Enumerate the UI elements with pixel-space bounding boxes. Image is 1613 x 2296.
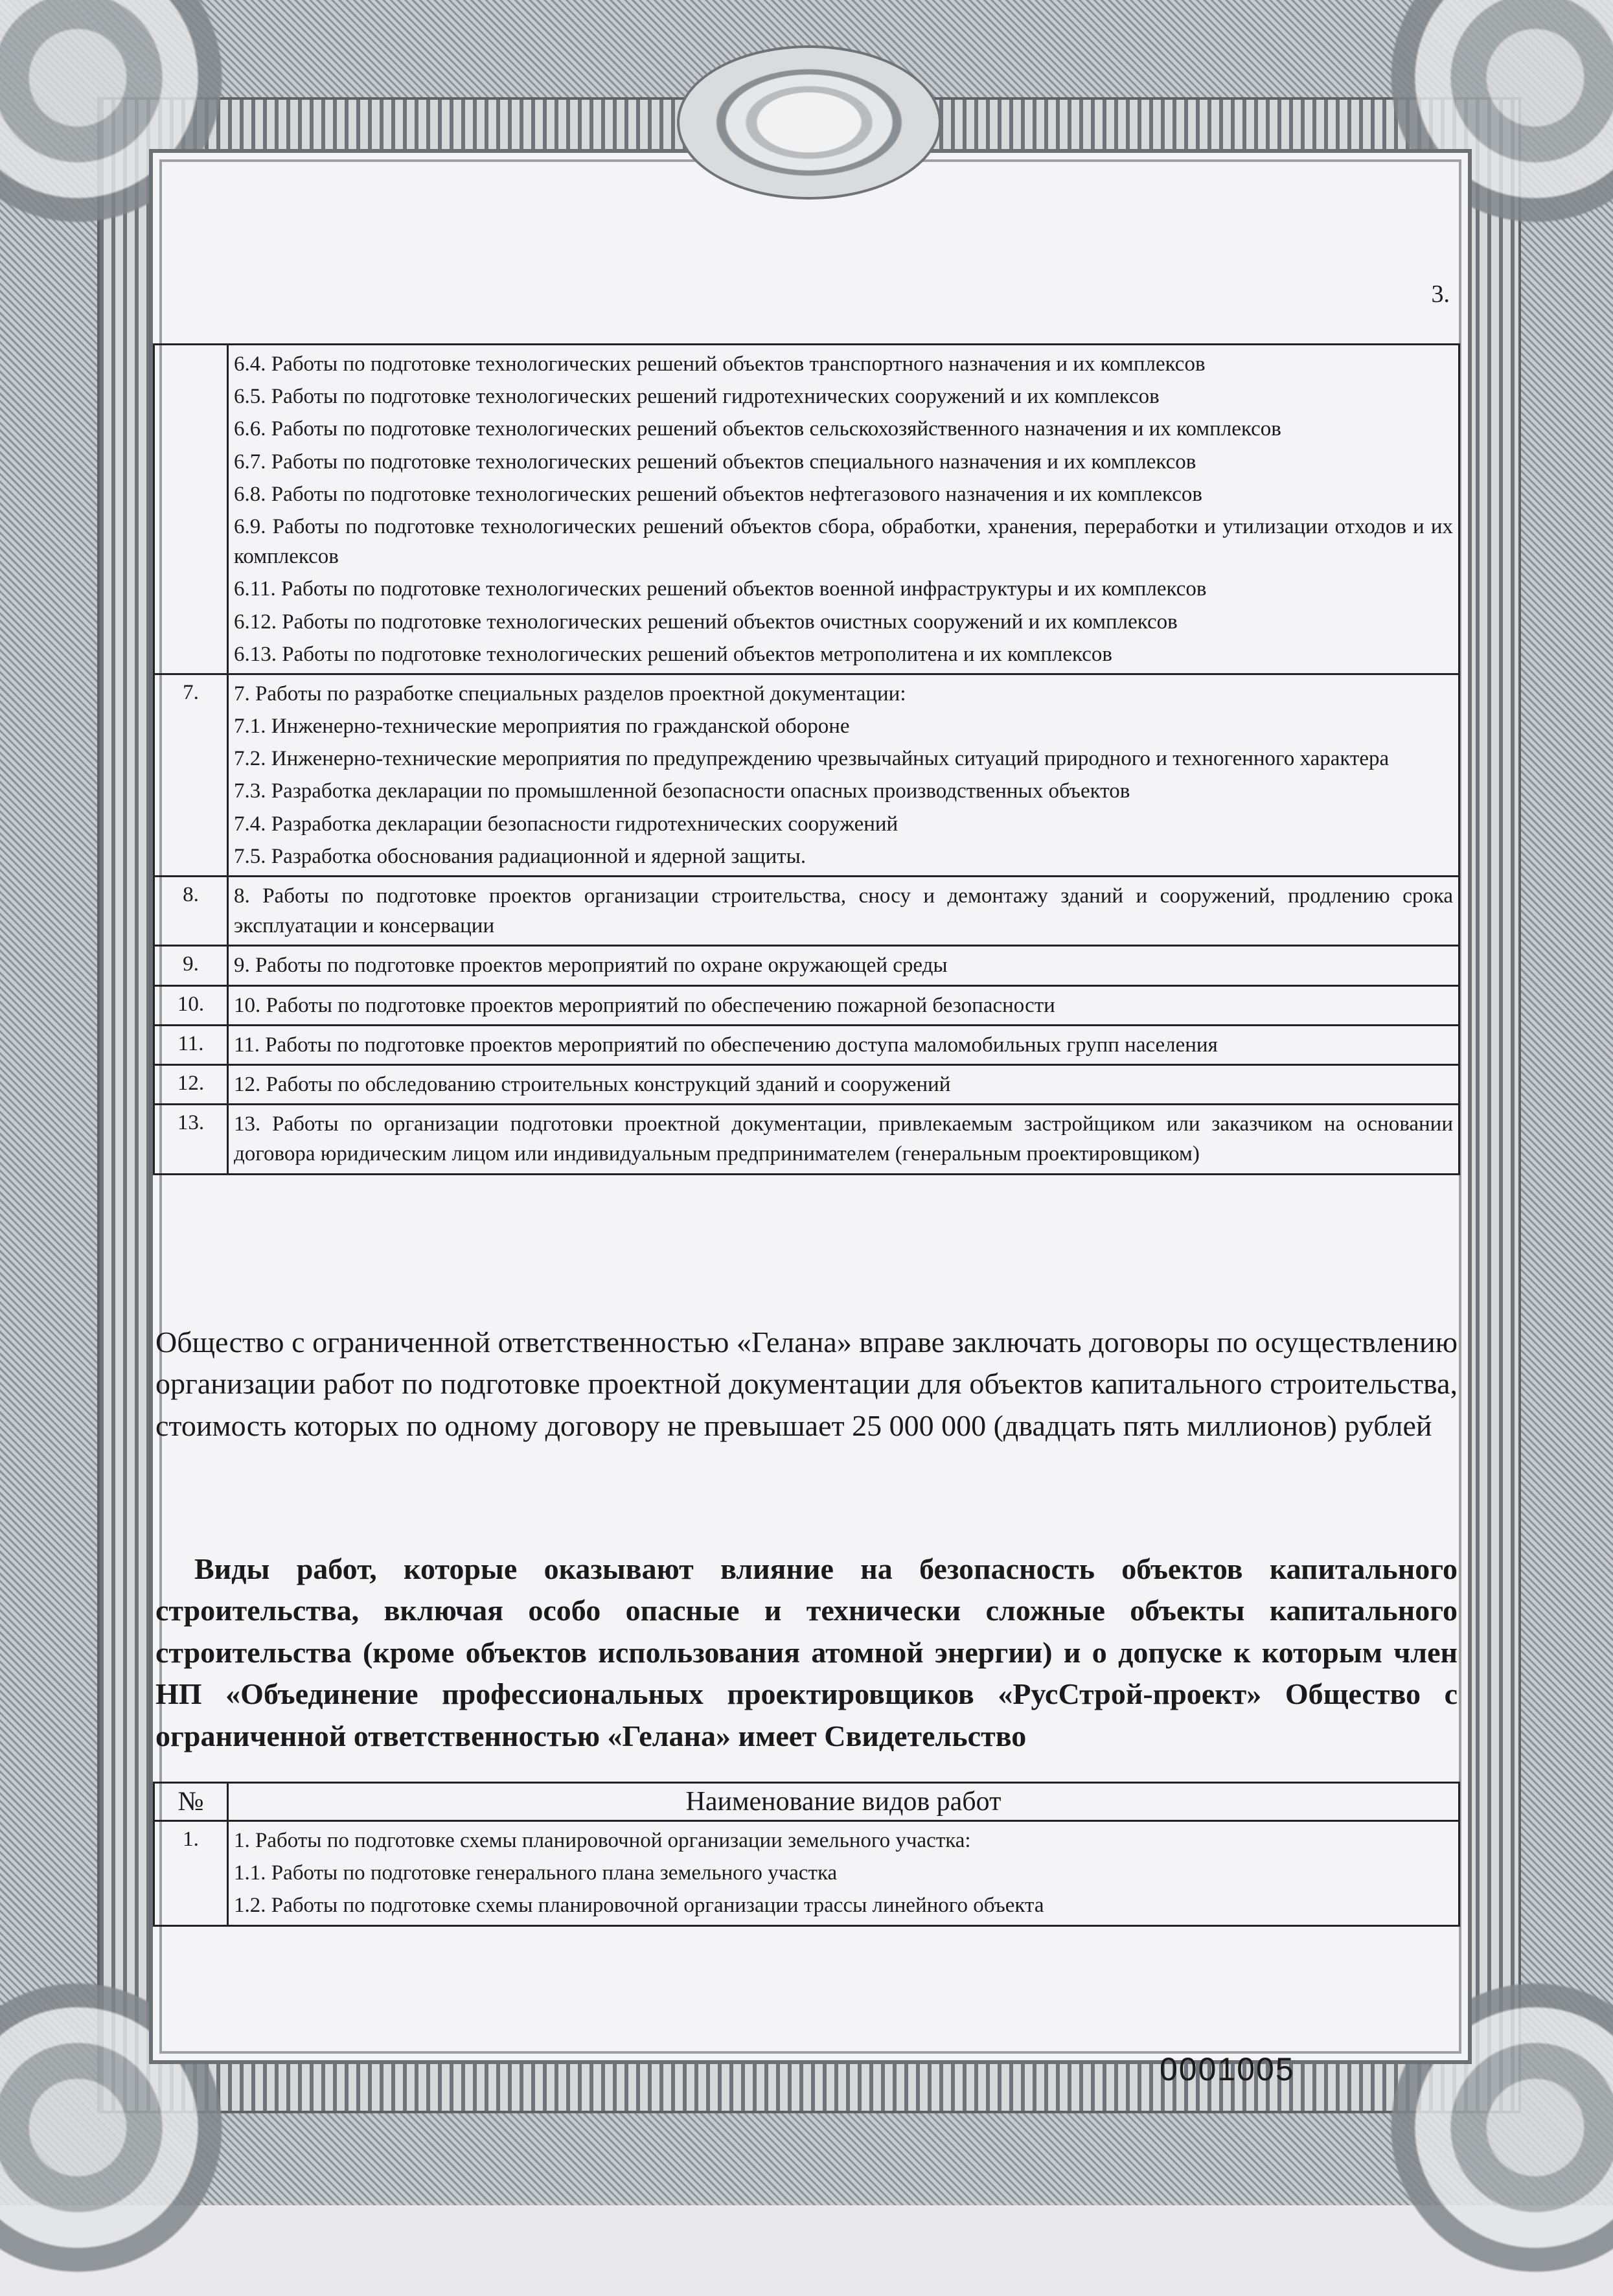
- row-number: 11.: [154, 1025, 228, 1064]
- work-types-table: [153, 1782, 1460, 1927]
- row-work-items: [228, 1821, 1459, 1926]
- top-rosette-emblem: [677, 45, 941, 200]
- work-item: 6.6. Работы по подготовке технологических решений объектов сельскохозяйственного назначения и их комплексов: [234, 417, 1281, 441]
- work-types-table-continued: [153, 343, 1460, 1175]
- table-row: [154, 985, 1459, 1025]
- work-item: 1.1. Работы по подготовке генерального плана земельного участка: [234, 1861, 838, 1885]
- work-item: 6.9. Работы по подготовке технологических решений объектов сбора, обработки, хранения, переработки и утилизации отходов и их комплексов: [234, 514, 1453, 569]
- row-number: 1.: [154, 1821, 228, 1926]
- table-row: [154, 1025, 1459, 1064]
- work-item: 6.8. Работы по подготовке технологических решений объектов нефтегазового назначения и их комплексов: [234, 482, 1202, 506]
- contract-limit-paragraph: Общество с ограниченной ответственностью «Гелана» вправе заключать договоры по осуществлению организации работ по подготовке проектной документации для объектов капитального строительства, стоимость которых по одному договору не превышает 25 000 000 (двадцать пять миллионов) рублей: [155, 1326, 1458, 1442]
- table-row: [154, 345, 1459, 674]
- row-work-items: [228, 985, 1459, 1025]
- row-number: 12.: [154, 1064, 228, 1104]
- table-row: [154, 674, 1459, 876]
- work-item: 1. Работы по подготовке схемы планировочной организации земельного участка:: [234, 1829, 971, 1852]
- work-item: 13. Работы по организации подготовки проектной документации, привлекаемым застройщиком или заказчиком на основании договора юридическим лицом или индивидуальным предпринимателем (генеральным проектировщиком): [234, 1112, 1453, 1166]
- work-item: 10. Работы по подготовке проектов мероприятий по обеспечению пожарной безопасности: [234, 993, 1055, 1017]
- table-row: [154, 1064, 1459, 1104]
- table-row: [154, 946, 1459, 985]
- table-row: [154, 1105, 1459, 1174]
- row-work-items: [228, 877, 1459, 946]
- row-work-items: [228, 1064, 1459, 1104]
- work-item: 6.13. Работы по подготовке технологических решений объектов метрополитена и их комплексов: [234, 642, 1112, 666]
- work-item: 7.4. Разработка декларации безопасности гидротехнических сооружений: [234, 812, 898, 836]
- work-item: 6.5. Работы по подготовке технологических решений гидротехнических сооружений и их комплексов: [234, 385, 1160, 409]
- work-item: 6.7. Работы по подготовке технологических решений объектов специального назначения и их комплексов: [234, 450, 1196, 474]
- work-item: 7. Работы по разработке специальных разделов проектной документации:: [234, 682, 906, 706]
- row-work-items: [228, 946, 1459, 985]
- row-work-items: [228, 1105, 1459, 1174]
- row-number: 7.: [154, 674, 228, 876]
- work-item: 7.5. Разработка обоснования радиационной и ядерной защиты.: [234, 844, 806, 868]
- row-number: 9.: [154, 946, 228, 985]
- work-item: 7.1. Инженерно-технические мероприятия по гражданской обороне: [234, 715, 850, 739]
- work-item: 7.2. Инженерно-технические мероприятия по предупреждению чрезвычайных ситуаций природного и техногенного характера: [234, 747, 1390, 771]
- work-item: 6.12. Работы по подготовке технологических решений объектов очистных сооружений и их комплексов: [234, 610, 1178, 634]
- work-item: 7.3. Разработка декларации по промышленной безопасности опасных производственных объектов: [234, 779, 1130, 803]
- page-number: 3.: [1431, 281, 1450, 308]
- work-item: 1.2. Работы по подготовке схемы планировочной организации трассы линейного объекта: [234, 1894, 1044, 1918]
- row-number: [154, 345, 228, 674]
- work-item: 6.4. Работы по подготовке технологических решений объектов транспортного назначения и их комплексов: [234, 352, 1206, 376]
- work-item: 9. Работы по подготовке проектов мероприятий по охране окружающей среды: [234, 954, 948, 978]
- work-item: 11. Работы по подготовке проектов мероприятий по обеспечению доступа маломобильных групп населения: [234, 1033, 1218, 1057]
- table-row: [154, 877, 1459, 946]
- row-number: 8.: [154, 877, 228, 946]
- row-number: 13.: [154, 1105, 228, 1174]
- column-header-work-name: Наименование видов работ: [228, 1783, 1459, 1821]
- row-work-items: [228, 674, 1459, 876]
- column-header-number: №: [154, 1783, 228, 1821]
- serial-number: 0001005: [1160, 2051, 1295, 2087]
- work-item: 6.11. Работы по подготовке технологических решений объектов военной инфраструктуры и их комплексов: [234, 577, 1207, 601]
- work-item: 12. Работы по обследованию строительных конструкций зданий и сооружений: [234, 1072, 951, 1096]
- section-heading: Виды работ, которые оказывают влияние на безопасность объектов капитального строительства, включая особо опасные и технически сложные объекты капитального строительства (кроме объектов использования атомной энергии) и о допуске к которым член НП «Объединение профессиональных проектировщиков «РусСтрой-проект» Общество с ограниченной ответственностью «Гелана» имеет Свидетельство: [155, 1552, 1458, 1752]
- row-work-items: [228, 1025, 1459, 1064]
- work-item: 8. Работы по подготовке проектов организации строительства, сносу и демонтажу зданий и сооружений, продлению срока эксплуатации и консервации: [234, 884, 1453, 938]
- row-number: 10.: [154, 985, 228, 1025]
- table-row: [154, 1821, 1459, 1926]
- row-work-items: [228, 345, 1459, 674]
